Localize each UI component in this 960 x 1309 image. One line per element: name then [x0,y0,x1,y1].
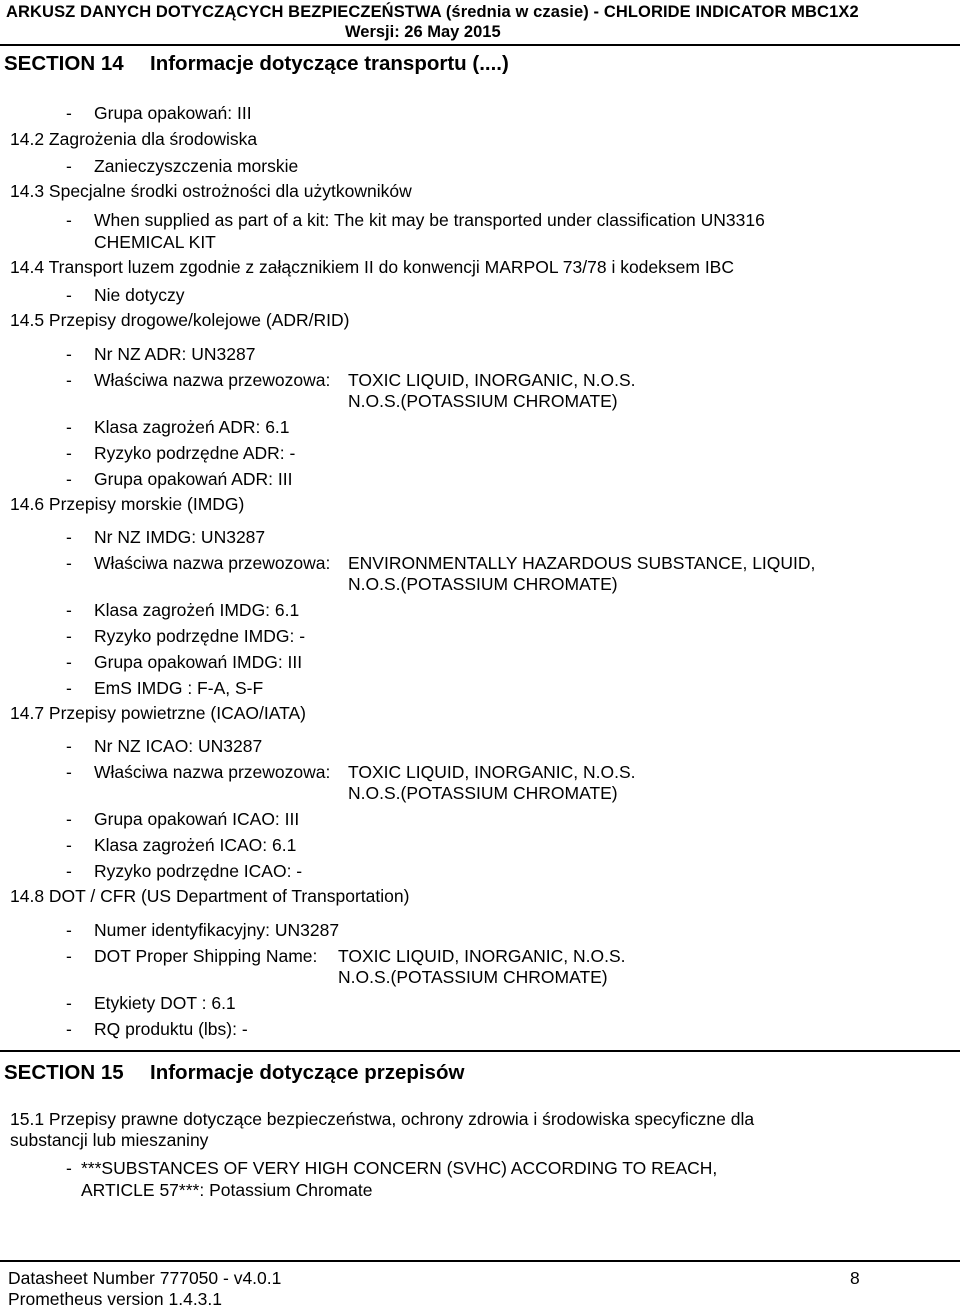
s14-3-item-line2: CHEMICAL KIT [94,232,216,252]
s14-5-un: Nr NZ ADR: UN3287 [94,344,256,364]
dash: - [66,527,72,547]
s14-5-subrisk: Ryzyko podrzędne ADR: - [94,443,296,463]
dash: - [66,1019,72,1039]
s14-7-name-label: Właściwa nazwa przewozowa: [94,762,331,782]
section-14-title: Informacje dotyczące transportu (....) [150,52,509,75]
s14-6-name-label: Właściwa nazwa przewozowa: [94,553,331,573]
s14-5-name-line1: TOXIC LIQUID, INORGANIC, N.O.S. [348,370,636,390]
s14-8-rq: RQ produktu (lbs): - [94,1019,248,1039]
s14-6-ems: EmS IMDG : F-A, S-F [94,678,264,698]
dash: - [66,626,72,646]
s14-4-item: Nie dotyczy [94,285,185,305]
dash: - [66,553,72,573]
s14-7-name-line2: N.O.S.(POTASSIUM CHROMATE) [348,783,618,803]
s14-5-heading: 14.5 Przepisy drogowe/kolejowe (ADR/RID) [10,310,350,330]
s14-6-name-line1: ENVIRONMENTALLY HAZARDOUS SUBSTANCE, LIQUID, [348,553,816,573]
s14-5-name-label: Właściwa nazwa przewozowa: [94,370,331,390]
s14-7-subrisk: Ryzyko podrzędne ICAO: - [94,861,303,881]
dash: - [66,736,72,756]
document-title: ARKUSZ DANYCH DOTYCZĄCYCH BEZPIECZEŃSTWA (średnia w czasie) - CHLORIDE INDICATOR MBC1X2 [6,3,859,21]
header-rule [0,44,960,46]
dash: - [66,652,72,672]
dash: - [66,344,72,364]
dash: - [66,678,72,698]
s14-7-name-line1: TOXIC LIQUID, INORGANIC, N.O.S. [348,762,636,782]
dash: - [66,835,72,855]
s14-7-heading: 14.7 Przepisy powietrzne (ICAO/IATA) [10,703,306,723]
s14-6-class: Klasa zagrożeń IMDG: 6.1 [94,600,300,620]
section-14-number: SECTION 14 [4,52,124,75]
s14-6-subrisk: Ryzyko podrzędne IMDG: - [94,626,306,646]
prometheus-version: Prometheus version 1.4.3.1 [8,1289,223,1309]
s14-8-name-line1: TOXIC LIQUID, INORGANIC, N.O.S. [338,946,626,966]
page-number: 8 [850,1268,860,1288]
s14-5-class: Klasa zagrożeń ADR: 6.1 [94,417,290,437]
datasheet-number: Datasheet Number 777050 - v4.0.1 [8,1268,282,1288]
dash: - [66,861,72,881]
dash: - [66,946,72,966]
s14-8-heading: 14.8 DOT / CFR (US Department of Transportation) [10,886,410,906]
s14-8-labels: Etykiety DOT : 6.1 [94,993,236,1013]
dash: - [66,103,72,123]
s14-7-class: Klasa zagrożeń ICAO: 6.1 [94,835,297,855]
dash: - [66,370,72,390]
dash: - [66,285,72,305]
s14-4-heading: 14.4 Transport luzem zgodnie z załącznikiem II do konwencji MARPOL 73/78 i kodeksem IBC [10,257,734,277]
section-rule [0,1050,960,1052]
s14-3-item-line1: When supplied as part of a kit: The kit may be transported under classification UN3316 [94,210,765,230]
dash: - [66,1158,72,1178]
dash: - [66,417,72,437]
dash: - [66,210,72,230]
s14-5-name-line2: N.O.S.(POTASSIUM CHROMATE) [348,391,618,411]
s14-6-heading: 14.6 Przepisy morskie (IMDG) [10,494,245,514]
s15-1-line1: 15.1 Przepisy prawne dotyczące bezpieczeństwa, ochrony zdrowia i środowiska specyficzne dla [10,1109,755,1129]
s14-6-name-line2: N.O.S.(POTASSIUM CHROMATE) [348,574,618,594]
section-15-number: SECTION 15 [4,1061,124,1084]
s14-8-name-line2: N.O.S.(POTASSIUM CHROMATE) [338,967,608,987]
section-15-title: Informacje dotyczące przepisów [150,1061,465,1084]
s14-8-name-label: DOT Proper Shipping Name: [94,946,318,966]
s14-6-un: Nr NZ IMDG: UN3287 [94,527,266,547]
dash: - [66,762,72,782]
s14-2-item: Zanieczyszczenia morskie [94,156,299,176]
dash: - [66,443,72,463]
packing-group: Grupa opakowań: III [94,103,252,123]
dash: - [66,469,72,489]
s14-6-packing: Grupa opakowań IMDG: III [94,652,303,672]
s15-1-line2: substancji lub mieszaniny [10,1130,209,1150]
svhc-line2: ARTICLE 57***: Potassium Chromate [81,1180,373,1200]
footer-rule [0,1260,960,1262]
version-date: Wersji: 26 May 2015 [345,23,501,41]
dash: - [66,156,72,176]
dash: - [66,809,72,829]
s14-7-packing: Grupa opakowań ICAO: III [94,809,300,829]
dash: - [66,600,72,620]
dash: - [66,993,72,1013]
s14-8-id: Numer identyfikacyjny: UN3287 [94,920,340,940]
s14-3-heading: 14.3 Specjalne środki ostrożności dla użytkowników [10,181,412,201]
svhc-line1: ***SUBSTANCES OF VERY HIGH CONCERN (SVHC) ACCORDING TO REACH, [81,1158,718,1178]
s14-5-packing: Grupa opakowań ADR: III [94,469,293,489]
s14-2-heading: 14.2 Zagrożenia dla środowiska [10,129,258,149]
dash: - [66,920,72,940]
s14-7-un: Nr NZ ICAO: UN3287 [94,736,263,756]
